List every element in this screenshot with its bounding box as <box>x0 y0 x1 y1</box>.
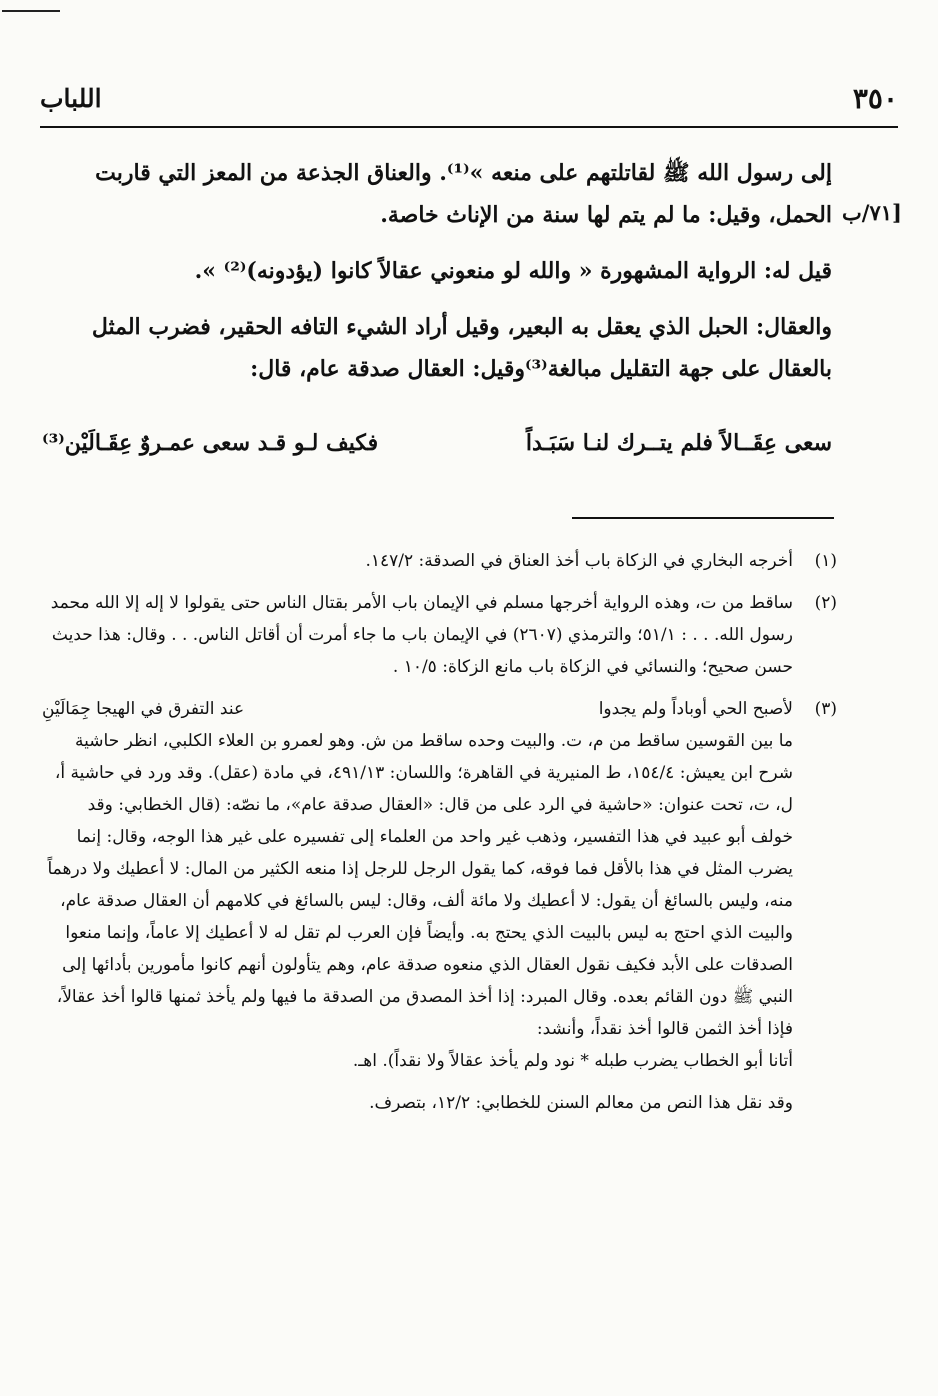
footnote-quoted-verse: أتانا أبو الخطاب يضرب طبله * نود ولم يأخذ عقالاً ولا نقداً). اهـ. <box>352 1051 793 1071</box>
header-rule <box>40 126 898 128</box>
body-paragraph: إلى رسول الله ﷺ لقاتلتهم على منعه »⁽¹⁾. والعناق الجذعة من المعز التي قاربت الحمل، وقيل: ما لم يتم لها سنة من الإناث خاصة. <box>95 160 832 228</box>
footnote-number: (٢) <box>814 593 837 613</box>
running-title: اللباب <box>40 84 102 113</box>
body-paragraph: والعقال: الحبل الذي يعقل به البعير، وقيل أراد الشيء التافه الحقير، فضرب المثل بالعقال على جهة التقليل مبالغة⁽³⁾وقيل: العقال صدقة عام، قال: <box>91 314 832 382</box>
page-header <box>40 82 898 122</box>
manuscript-folio-marker: ٧١/ب] <box>842 200 902 225</box>
footnote-2 <box>42 587 837 683</box>
footnote-number: (٣) <box>814 699 837 719</box>
footnote-text: ما بين القوسين ساقط من م، ت. والبيت وحده ساقط من ش. وهو لعمرو بن العلاء الكلبي، انظر حاشية شرح ابن يعيش: ١٥٤/٤، ط المنيرية في القاهرة؛ واللسان: ٤٩١/١٣، في مادة (عقل). وقد ورد في حاشية أ، ل، ت، تحت عنوان: «حاشية في الرد على من قال: «العقال صدقة عام»، ما نصّه: (قال الخطابي: وقد خولف أبو عبيد في هذا التفسير، وذهب غير واحد من العلماء إلى تفسيره على غير هذا الوجه، وقال: إنما يضرب المثل في هذا بالأقل فما فوقه، كما يقول الرجل للرجل إذا منعه الكثير من المال: لا أعطيك ولا درهماً منه، وليس بالسائغ أن يقول: لا أعطيك ولا مائة ألف، وقال: ليس بالسائغ في كلامهم أن العقال صدقة عام، والبيت الذي احتج به ليس بالبيت الذي يحتج به. وأيضاً فإن العرب لم تقل له لا أعطيك إلا عاماً، وإنما منعوا الصدقات على الأبد فكيف نقول العقال الذي منعوه صدقة عام، وهم يتأولون أنهم كانوا مأمورين بأدائها إلى النبي ﷺ دون القائم بعده. وقال المبرد: إذا أخذ المصدق من الصدقة ما فيها ولم يأخذ ثمنها قالوا أخذ عقالاً، فإذا أخذ الثمن قالوا أخذ نقداً، وأنشد: <box>47 731 793 1039</box>
footnote-1 <box>42 545 837 577</box>
verse-second-hemistich: فكيف لـو قـد سعى عمـروٌ عِقَـالَيْن⁽³⁾ <box>42 430 379 456</box>
footnote-verse-second-hemistich: عند التفرق في الهيجا جِمَالَيْنِ <box>42 699 245 719</box>
scan-edge-line <box>2 10 60 12</box>
closing-note: وقد نقل هذا النص من معالم السنن للخطابي: ١٢/٢، بتصرف. <box>369 1093 793 1113</box>
main-text <box>42 152 832 390</box>
body-paragraph: قيل له: الرواية المشهورة « والله لو منعوني عقالاً كانوا (يؤدونه)⁽²⁾ ». <box>194 258 832 284</box>
footnote-3 <box>42 693 837 1077</box>
footnote-verse <box>42 693 793 725</box>
footnote-text: ساقط من ت، وهذه الرواية أخرجها مسلم في الإيمان باب الأمر بقتال الناس حتى يقولوا لا إله إلا الله محمد رسول الله. . . : ٥١/١؛ والترمذي (٢٦٠٧) في الإيمان باب ما جاء أمرت أن أقاتل الناس. . . وقال: هذا حديث حسن صحيح؛ والنسائي في الزكاة باب مانع الزكاة: ١٠/٥ . <box>50 593 793 677</box>
footnote-separator <box>572 517 834 519</box>
footnote-text: أخرجه البخاري في الزكاة باب أخذ العناق في الصدقة: ١٤٧/٢. <box>365 551 793 571</box>
footnote-number: (١) <box>814 551 837 571</box>
verse-first-hemistich: سعى عِقَــالاً فلم يتــرك لنـا سَبَـداً <box>525 430 832 456</box>
page-number: ٣٥٠ <box>852 82 898 115</box>
poetry-verse <box>42 430 832 474</box>
footnote-verse-first-hemistich: لأصبح الحي أوباداً ولم يجدوا <box>598 699 793 719</box>
footnotes <box>42 545 837 1119</box>
